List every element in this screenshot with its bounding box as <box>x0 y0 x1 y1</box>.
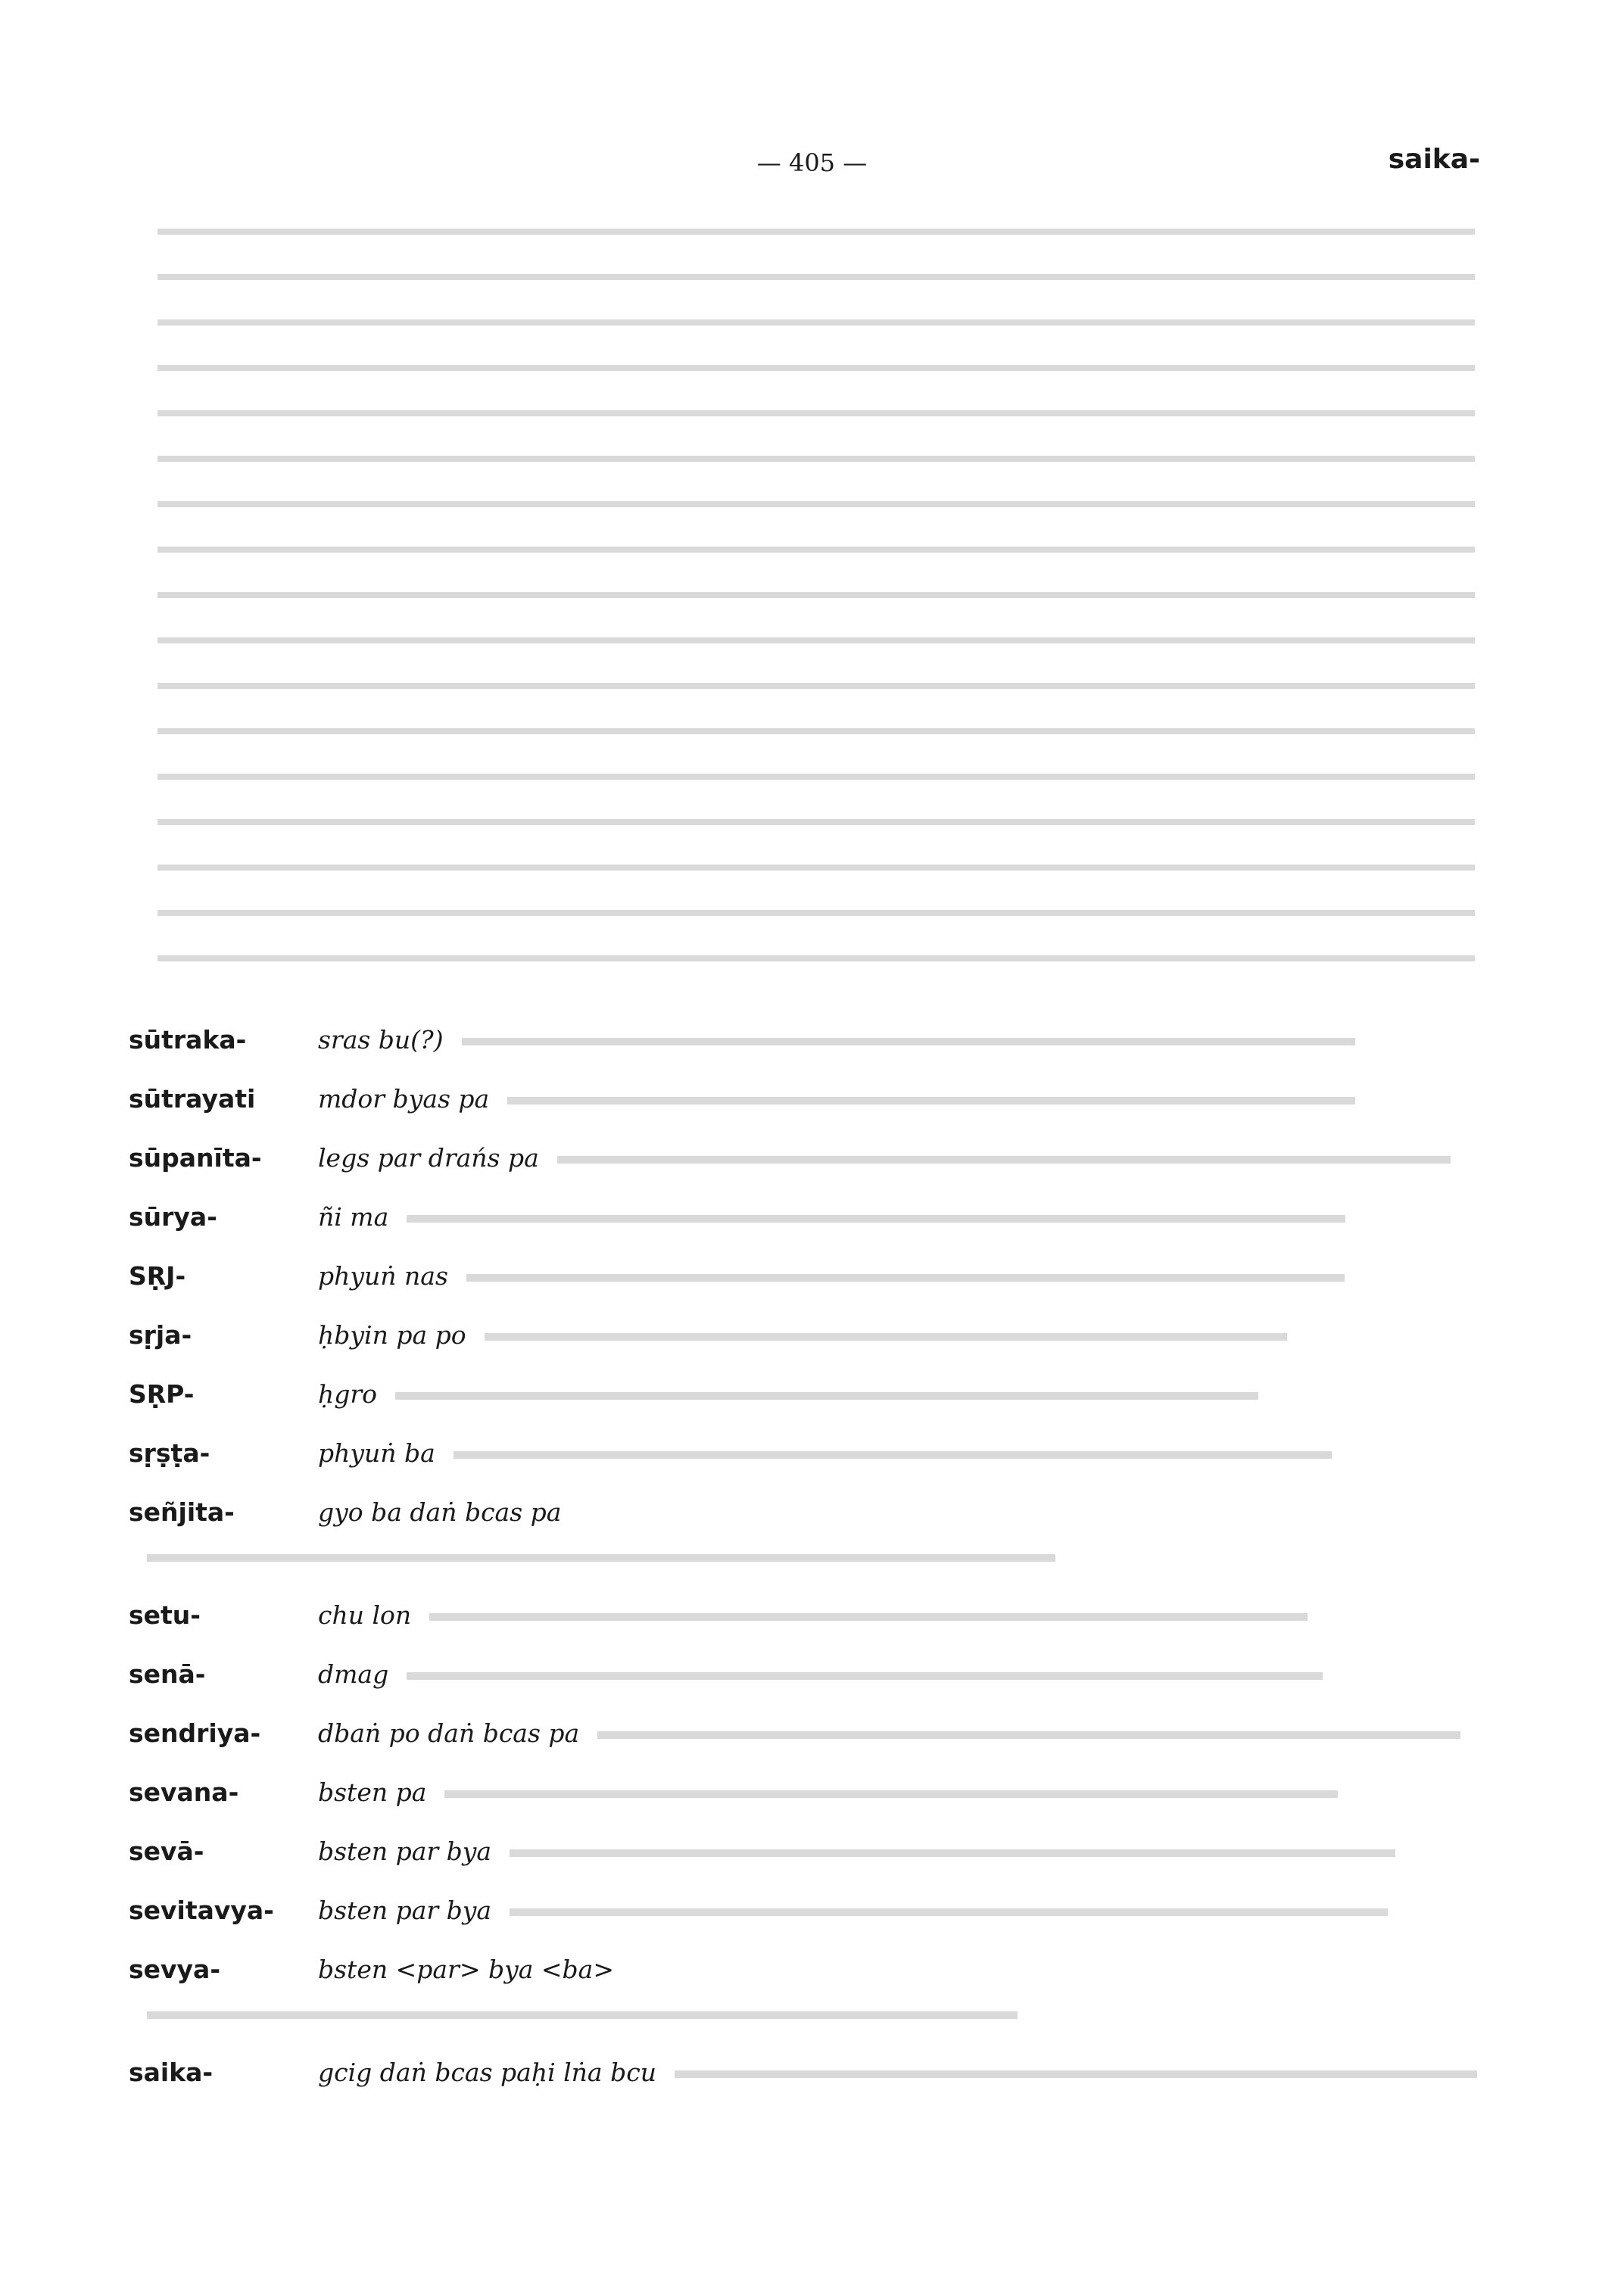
entry-tibetan-gloss: gyo ba daṅ bcas pa <box>318 1497 562 1527</box>
entry-headword: sendriya- <box>129 1718 261 1748</box>
entry-headword: sūpanīta- <box>129 1143 262 1173</box>
entry-tibetan-gloss: bsten par bya <box>318 1896 492 1925</box>
entry-details <box>147 1554 1055 1562</box>
dictionary-entry <box>129 1771 1484 1815</box>
entry-details <box>395 1392 1258 1400</box>
entry-details <box>510 1849 1395 1857</box>
entry-headword: sevya- <box>129 1955 221 1984</box>
entry-tibetan-gloss: phyuṅ nas <box>318 1261 448 1291</box>
entry-tibetan-gloss: dbaṅ po daṅ bcas pa <box>318 1718 580 1748</box>
entry-tibetan-gloss: ḥbyin pa po <box>318 1320 466 1350</box>
entry-list <box>129 1018 1484 2110</box>
dictionary-entry <box>129 1889 1484 1933</box>
entry-tibetan-gloss: mdor byas pa <box>318 1084 490 1114</box>
entry-details <box>597 1731 1460 1739</box>
entry-details <box>147 2011 1018 2019</box>
dictionary-entry <box>129 1948 1484 2036</box>
entry-details <box>429 1613 1308 1621</box>
entry-headword: señjita- <box>129 1497 235 1527</box>
entry-headword: sṛja- <box>129 1320 192 1350</box>
entry-details <box>557 1156 1451 1164</box>
running-head: saika- <box>1388 144 1480 175</box>
entry-headword: SṚJ- <box>129 1261 186 1291</box>
entry-tibetan-gloss: ḥgro <box>318 1379 378 1409</box>
dictionary-entry <box>129 1432 1484 1475</box>
entry-details <box>444 1790 1338 1798</box>
entry-details <box>462 1038 1355 1045</box>
dictionary-entry <box>129 1254 1484 1298</box>
entry-details <box>485 1333 1287 1341</box>
dictionary-entry <box>129 1372 1484 1416</box>
entry-tibetan-gloss: dmag <box>318 1659 389 1689</box>
page-number: — 405 — <box>756 148 868 177</box>
entry-details <box>675 2070 1477 2078</box>
entry-headword: sūrya- <box>129 1202 217 1232</box>
entry-tibetan-gloss: bsten <par> bya <ba> <box>318 1955 614 1984</box>
entry-details <box>407 1215 1345 1223</box>
dictionary-entry <box>129 1830 1484 1874</box>
entry-tibetan-gloss: gcig daṅ bcas paḥi lṅa bcu <box>318 2058 656 2087</box>
dictionary-entry <box>129 1712 1484 1756</box>
entry-details <box>507 1097 1355 1104</box>
entry-tibetan-gloss: phyuṅ ba <box>318 1438 435 1468</box>
entry-details <box>510 1908 1388 1916</box>
dictionary-entry <box>129 1136 1484 1180</box>
entry-headword: sūtrayati <box>129 1084 256 1114</box>
entry-headword: sṛṣṭa- <box>129 1438 210 1468</box>
entry-tibetan-gloss: ñi ma <box>318 1202 389 1232</box>
entry-headword: setu- <box>129 1600 201 1630</box>
dictionary-entry <box>129 1594 1484 1637</box>
entry-tibetan-gloss: legs par drańs pa <box>318 1143 539 1173</box>
continued-entry-text <box>157 212 1475 999</box>
entry-headword: sūtraka- <box>129 1025 247 1055</box>
entry-headword: sevana- <box>129 1777 239 1807</box>
entry-details <box>466 1274 1345 1282</box>
entry-details <box>454 1451 1332 1459</box>
dictionary-entry <box>129 1018 1484 1062</box>
entry-headword: SṚP- <box>129 1379 195 1409</box>
dictionary-entry <box>129 1195 1484 1239</box>
entry-tibetan-gloss: chu lon <box>318 1600 412 1630</box>
dictionary-entry <box>129 1077 1484 1121</box>
dictionary-entry <box>129 1313 1484 1357</box>
dictionary-entry <box>129 1491 1484 1578</box>
entry-tibetan-gloss: sras bu(?) <box>318 1025 444 1055</box>
entry-tibetan-gloss: bsten par bya <box>318 1837 492 1866</box>
dictionary-entry <box>129 1653 1484 1696</box>
entry-headword: saika- <box>129 2058 214 2087</box>
entry-headword: sevā- <box>129 1837 204 1866</box>
entry-headword: sevitavya- <box>129 1896 274 1925</box>
entry-tibetan-gloss: bsten pa <box>318 1777 427 1807</box>
entry-headword: senā- <box>129 1659 206 1689</box>
entry-details <box>407 1672 1323 1680</box>
dictionary-entry <box>129 2051 1484 2095</box>
